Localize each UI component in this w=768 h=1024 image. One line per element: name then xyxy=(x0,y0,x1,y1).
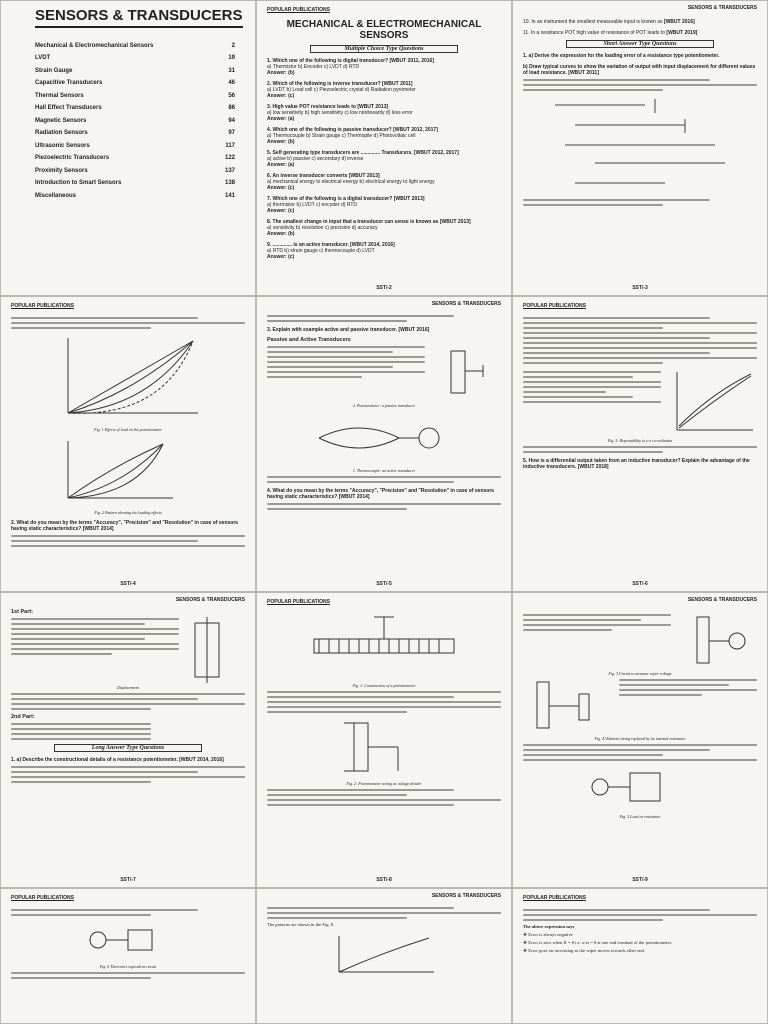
exam-tag: [WBUT 2014, 2016] xyxy=(179,757,224,763)
note-text: The patterns are shown in the Fig. 8. xyxy=(267,922,335,927)
page-footer: SST/-9 xyxy=(632,877,648,883)
index-entry-page: 137 xyxy=(224,167,235,174)
exam-tag: [WBUT 2011] xyxy=(568,70,599,76)
figure-caption: Fig. 3 Circuit to measure wiper voltage xyxy=(608,671,672,676)
page-footer: SST/-8 xyxy=(376,877,392,883)
exam-tag: [WBUT 2019] xyxy=(666,30,698,36)
question-options: a) sensitivity b) resolution c) precision d) accuracy xyxy=(267,225,378,231)
exam-tag: [WBUT 2011, 2016] xyxy=(389,58,434,64)
pattern-graph xyxy=(324,932,444,977)
question-answer: Answer: (b) xyxy=(267,139,295,145)
exam-tag: [WBUT 2018] xyxy=(577,464,609,470)
mcq-title: MECHANICAL & ELECTROMECHANICAL SENSORS xyxy=(286,19,482,41)
figure-caption: Displacement xyxy=(117,685,139,690)
index-entry-page: 56 xyxy=(228,92,235,99)
index-entry-page: 97 xyxy=(228,130,235,136)
long-answer-heading: Long Answer Type Questions xyxy=(54,744,201,752)
figure-caption: 2. Potentiometer: a passive transducer xyxy=(352,403,416,408)
bullet-item: ❖ Error is zero when K = 0 i.e. x/xt = 0 at one end terminal of the potentiometer. xyxy=(523,940,672,945)
question-4 xyxy=(267,488,501,500)
index-entry-label: Mechanical & Electromechanical Sensors xyxy=(35,42,154,49)
index-entry-label: Hall Effect Transducers xyxy=(35,105,102,111)
page-footer: SST/-2 xyxy=(376,285,392,291)
thermocouple-diagram xyxy=(299,412,469,464)
loading-pattern-graph xyxy=(53,436,203,506)
exam-tag: [WBUT 2014] xyxy=(82,526,114,532)
index-entry-label: Miscellaneous xyxy=(35,192,77,199)
page-footer: SST/-5 xyxy=(376,581,392,587)
index-entry[interactable] xyxy=(35,105,235,111)
question-answer: Answer: (a) xyxy=(267,116,295,122)
page-footer: SST/-3 xyxy=(632,285,648,291)
exam-tag: [WBUT 2016] xyxy=(398,327,430,333)
mcq-question xyxy=(267,127,501,145)
question-options: a) Thermistor b) Encoder c) LVDT d) RTD xyxy=(267,64,360,70)
question-options: a) active b) passive c) secondary d) inverse xyxy=(267,156,364,162)
page-5 xyxy=(256,296,512,592)
index-entry[interactable] xyxy=(35,68,235,74)
mcq-question xyxy=(267,219,501,237)
bullet-item: ❖ Error goes on increasing as the wiper moves towards other end. xyxy=(523,948,646,953)
mcq-question xyxy=(267,104,501,122)
lvdt-diagram xyxy=(185,615,245,685)
mcq-question xyxy=(267,242,501,260)
running-head: SENSORS & TRANSDUCERS xyxy=(431,301,501,307)
index-entry-label: Introduction to Smart Sensors xyxy=(35,180,122,186)
question-text: 1. Which one of the following is digital transducer? xyxy=(267,58,389,64)
bullet-heading: The above expression says xyxy=(523,924,575,929)
exam-tag: [WBUT 2014, 2016] xyxy=(350,242,395,248)
index-entry[interactable] xyxy=(35,43,235,49)
question-answer: Answer: (c) xyxy=(267,208,295,214)
exam-tag: [WBUT 2016] xyxy=(663,19,695,25)
potentiometer-diagram xyxy=(431,343,501,403)
question-text: 5. Self generating type transducers are .............. Transducers. xyxy=(267,150,413,156)
question-text: 1. a) Derive the expression for the loading error of a resistance type potentiometer. xyxy=(523,53,720,59)
figure-caption: Fig. 2: Potentiometer acting as voltage divider xyxy=(346,781,422,786)
question-text: 10. In an instrument the smallest measurable input is known as xyxy=(523,19,663,25)
part-heading: 1st Part: xyxy=(11,609,34,615)
wiper-voltage-circuit xyxy=(677,611,757,671)
bullet-text: Error is zero when K = 0 i.e. x/xt = 0 at one end terminal of the potentiometer. xyxy=(528,940,672,945)
page-8 xyxy=(256,592,512,888)
question-answer: Answer: (b) xyxy=(267,70,295,76)
index-entry-page: 141 xyxy=(224,192,235,199)
question-answer: Answer: (c) xyxy=(267,93,295,99)
question-5 xyxy=(523,458,757,470)
question-options: a) low sensitivity b) high sensitivity c) low nonlinearity d) less error xyxy=(267,110,413,116)
question-2 xyxy=(11,520,245,532)
voltage-divider-diagram xyxy=(324,717,444,777)
potentiometer-construction-diagram xyxy=(284,609,484,679)
page-footer: SST/-6 xyxy=(632,581,648,587)
index-entry-label: LVDT xyxy=(35,55,51,61)
mcq-question xyxy=(267,58,501,76)
question-text: 4. Which one of the following is passive transducer? xyxy=(267,127,392,133)
mcq-section-heading: Multiple Choice Type Questions xyxy=(310,45,457,53)
page-7 xyxy=(0,592,256,888)
question-text: 6. An inverse transducer converts xyxy=(267,173,348,179)
index-page xyxy=(0,0,256,296)
question-answer: Answer: (c) xyxy=(267,185,295,191)
publisher-label: POPULAR PUBLICATIONS xyxy=(523,303,586,309)
index-entry[interactable] xyxy=(35,130,235,136)
load-resistance-circuit xyxy=(580,765,700,810)
mcq-question xyxy=(267,81,501,99)
running-head: SENSORS & TRANSDUCERS xyxy=(431,893,501,899)
index-entry-page: 19 xyxy=(228,55,235,61)
thevenin-circuit xyxy=(68,920,188,960)
question-text: 1. a) Describe the constructional details of a resistance potentiometer. xyxy=(11,757,178,763)
question-text: 11. In a resistance POT high value of resistance of POT leads to xyxy=(523,30,666,36)
index-entry-label: Thermal Sensors xyxy=(35,92,84,99)
exam-tag: [WBUT 2013] xyxy=(393,196,425,202)
question-text: 3. Explain with example active and passive transducer. xyxy=(267,327,398,333)
page-9 xyxy=(512,592,768,888)
index-entry-label: Proximity Sensors xyxy=(35,167,88,174)
index-title: SENSORS & TRANSDUCERS xyxy=(35,7,243,28)
index-entry[interactable] xyxy=(35,80,235,86)
index-entry[interactable] xyxy=(35,93,235,99)
mcq-list xyxy=(267,58,501,260)
question-text: 5. How is a differential output taken from an inductive transducer? Explain the advantage of the inductive transducers. xyxy=(523,458,750,470)
page-3 xyxy=(512,0,768,296)
index-entry-label: Radiation Sensors xyxy=(35,130,88,136)
index-entry-page: 2 xyxy=(231,42,235,49)
page-11 xyxy=(256,888,512,1024)
page-footer: SST/-7 xyxy=(120,877,136,883)
exam-tag: [WBUT 2013] xyxy=(439,219,471,225)
index-entry[interactable] xyxy=(35,118,235,124)
repeatability-graph xyxy=(667,368,757,438)
question-options: a) LVDT b) Load cell c) Piezoelectric crystal d) Radiation pyrometer xyxy=(267,87,416,93)
question-answer: Answer: (b) xyxy=(267,231,295,237)
exam-tag: [WBUT 2011] xyxy=(382,81,413,87)
index-entry-label: Piezoelectric Transducers xyxy=(35,155,110,161)
short-question-1 xyxy=(523,53,757,59)
index-entry[interactable] xyxy=(35,180,235,186)
index-entry-page: 31 xyxy=(228,67,235,74)
short-question-1b xyxy=(523,64,757,76)
index-entry-label: Ultrasonic Sensors xyxy=(35,142,90,149)
publisher-label: POPULAR PUBLICATIONS xyxy=(267,7,330,13)
mcq-question xyxy=(267,150,501,168)
running-head: SENSORS & TRANSDUCERS xyxy=(687,597,757,603)
index-entry-page: 138 xyxy=(224,180,235,186)
index-entry-page: 94 xyxy=(228,117,235,124)
index-entry[interactable] xyxy=(35,168,235,174)
figure-caption: Fig. 5 Load on resistance xyxy=(619,814,661,819)
index-entry-page: 117 xyxy=(225,142,235,149)
bullet-text: Error is always negative xyxy=(528,932,573,937)
bullet-list xyxy=(523,932,757,954)
index-entry-label: Strain Gauge xyxy=(35,67,73,74)
bullet-text: Error goes on increasing as the wiper moves towards other end. xyxy=(528,948,646,953)
question-options: a) mechanical energy to electrical energy b) electrical energy to light energy xyxy=(267,179,435,185)
exam-tag: [WBUT 2013] xyxy=(348,173,380,179)
question-text: 8. The smallest change in input that a transducer can sense is known as xyxy=(267,219,439,225)
index-entry-page: 86 xyxy=(228,105,235,111)
mcq-question xyxy=(267,196,501,214)
page-12 xyxy=(512,888,768,1024)
question-10 xyxy=(523,19,757,25)
question-text: 3. High value POT resistance leads to xyxy=(267,104,356,110)
figure-caption: 1. Thermocouple: an active transducer xyxy=(352,468,416,473)
index-entry-page: 46 xyxy=(228,80,235,86)
index-entry[interactable] xyxy=(35,155,235,161)
question-text: b) Draw typical curves to show the variation of output with input displacement for different values of load resistance. xyxy=(523,64,756,76)
exam-tag: [WBUT 2013] xyxy=(357,104,389,110)
figure-caption: Fig. 1: Construction of a potentiometer xyxy=(352,683,416,688)
long-question-1 xyxy=(11,757,245,763)
index-entry[interactable] xyxy=(35,193,235,199)
exam-tag: [WBUT 2012, 2017] xyxy=(414,150,459,156)
short-answer-heading: Short Answer Type Questions xyxy=(566,40,713,48)
question-text: 4. What do you mean by the terms "Accuracy", "Precision" and "Resolution" in case of sensors having static characteristics? xyxy=(267,488,495,500)
question-11 xyxy=(523,30,757,36)
publisher-label: POPULAR PUBLICATIONS xyxy=(523,895,586,901)
question-text: 2. What do you mean by the terms "Accuracy", "Precision" and "Resolution" in case of sensors having static characteristics? xyxy=(11,520,239,532)
page-10 xyxy=(0,888,256,1024)
question-text: 7. Which one of the following is a digital transducer? xyxy=(267,196,393,202)
page-4 xyxy=(0,296,256,592)
figure-caption: Fig. 5: Repeatability in y-x co-ordinates xyxy=(607,438,673,443)
bullet-item: ❖ Error is always negative xyxy=(523,932,573,937)
question-answer: Answer: (c) xyxy=(267,254,295,260)
exam-tag: [WBUT 2014] xyxy=(338,494,370,500)
figure-caption: Fig. 2 Pattern showing the loading effects xyxy=(94,510,162,515)
mcq-question xyxy=(267,173,501,191)
publisher-label: POPULAR PUBLICATIONS xyxy=(267,599,330,605)
figure-caption: Fig. 4 Voltmeter being replaced by its internal resistance xyxy=(594,736,686,741)
figure-caption: Fig. 6 Thevenin's equivalent circuit xyxy=(99,964,157,969)
index-list xyxy=(11,43,245,199)
question-options: a) RTD b) strain gauge c) thermocouple d) LVDT xyxy=(267,248,375,254)
internal-resistance-circuit xyxy=(523,676,613,736)
equation-block xyxy=(535,95,745,195)
question-answer: Answer: (a) xyxy=(267,162,295,168)
publisher-label: POPULAR PUBLICATIONS xyxy=(11,303,74,309)
index-entry-page: 122 xyxy=(224,155,235,161)
page-6 xyxy=(512,296,768,592)
question-options: a) thermistor b) LVDT c) encoder d) RTD xyxy=(267,202,358,208)
running-head: SENSORS & TRANSDUCERS xyxy=(687,5,757,11)
publisher-label: POPULAR PUBLICATIONS xyxy=(11,895,74,901)
page-footer: SST/-4 xyxy=(120,581,136,587)
running-head: SENSORS & TRANSDUCERS xyxy=(175,597,245,603)
exam-tag: [WBUT 2012, 2017] xyxy=(393,127,438,133)
question-text: 2. Which of the following is inverse transducer? xyxy=(267,81,381,87)
index-entry[interactable] xyxy=(35,55,235,61)
index-entry-label: Capacitive Transducers xyxy=(35,80,103,86)
question-text: 9. .............. is an active transducer. xyxy=(267,242,349,248)
question-3 xyxy=(267,327,501,333)
section-heading: Passive and Active Transducers xyxy=(267,337,351,343)
index-entry[interactable] xyxy=(35,143,235,149)
loading-effect-graph xyxy=(53,333,203,423)
mcq-page xyxy=(256,0,512,296)
question-options: a) Thermocouple b) Strain gauge c) Thermopile d) Photovoltaic cell xyxy=(267,133,416,139)
index-entry-label: Magnetic Sensors xyxy=(35,117,87,124)
figure-caption: Fig. 1 Effects of load on the potentiometer xyxy=(94,427,162,432)
part-heading: 2nd Part: xyxy=(11,714,35,720)
